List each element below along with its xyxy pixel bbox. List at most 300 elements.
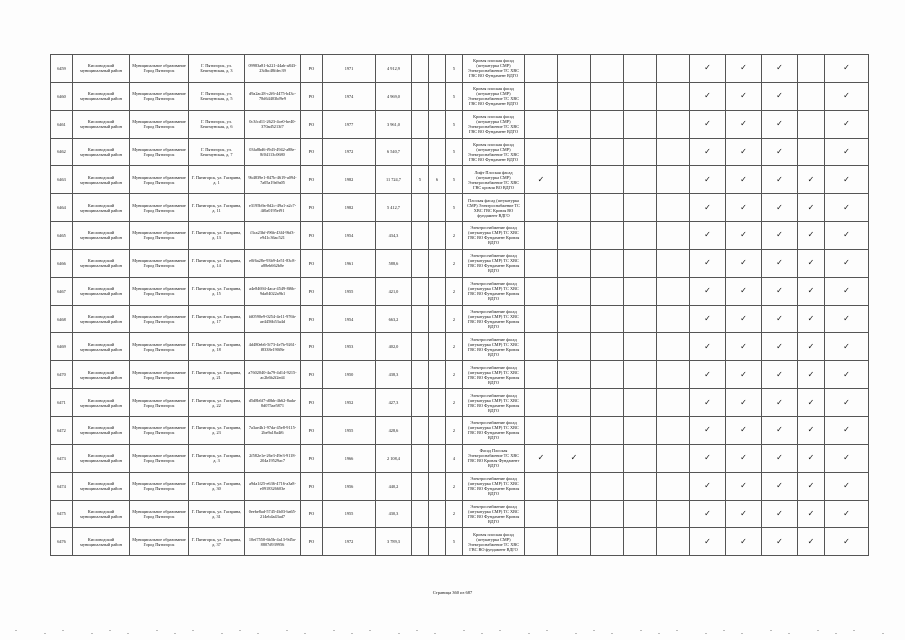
- check-cell: [690, 333, 726, 361]
- check-cell: [798, 249, 825, 277]
- floors-cell: 2: [446, 500, 463, 528]
- check-cell: [798, 528, 825, 556]
- municipality-cell: Муниципальное образование Город Пятигорск: [130, 305, 189, 333]
- row-number: 6465: [51, 222, 73, 250]
- table-row: [51, 528, 869, 556]
- checkmark-icon: ✓: [807, 508, 815, 518]
- floors-cell: 5: [446, 166, 463, 194]
- works-cell: Электроснабжение фасад (штукатурка СМР) ТС ХВС ГВС ВО Фундамент Кровля ВДГО: [463, 389, 525, 417]
- table-body: [51, 55, 869, 556]
- value-cell: [429, 389, 446, 417]
- scan-speck: [434, 633, 436, 634]
- check-cell: [624, 110, 657, 138]
- check-cell: [762, 138, 798, 166]
- district-cell: Кисловодский муниципальный район: [73, 305, 130, 333]
- checkmark-icon: ✓: [740, 536, 747, 546]
- area-cell: 2 108,4: [376, 444, 412, 472]
- check-cell: [558, 166, 591, 194]
- fias-code-cell: 0c3fcd11-2623-4ce0-be40-370ad5213f7: [245, 110, 301, 138]
- district-cell: Кисловодский муниципальный район: [73, 500, 130, 528]
- check-cell: [798, 472, 825, 500]
- check-cell: [762, 472, 798, 500]
- scan-speck: [156, 630, 158, 631]
- check-cell: [762, 249, 798, 277]
- checkmark-icon: ✓: [704, 63, 711, 73]
- check-cell: [525, 55, 558, 83]
- value-cell: [429, 305, 446, 333]
- value-cell: [412, 416, 429, 444]
- check-cell: [762, 444, 798, 472]
- check-cell: [825, 472, 869, 500]
- checkmark-icon: ✓: [704, 91, 711, 101]
- scan-speck: [127, 633, 129, 634]
- year-cell: 1954: [323, 305, 376, 333]
- check-cell: [798, 166, 825, 194]
- works-cell: Электроснабжение фасад (штукатурка СМР) ТС ХВС ГВС ВО Фундамент Кровля ВДГО: [463, 361, 525, 389]
- checkmark-icon: ✓: [843, 286, 850, 296]
- row-number: 6467: [51, 277, 73, 305]
- check-cell: [624, 305, 657, 333]
- check-cell: [825, 444, 869, 472]
- table-row: [51, 389, 869, 417]
- check-cell: [798, 333, 825, 361]
- check-cell: [525, 305, 558, 333]
- type-cell: РО: [301, 249, 323, 277]
- floors-cell: 5: [446, 82, 463, 110]
- checkmark-icon: ✓: [776, 536, 783, 546]
- checkmark-icon: ✓: [843, 397, 850, 407]
- floors-cell: 5: [446, 138, 463, 166]
- scan-speck: [882, 633, 884, 634]
- area-cell: 3 789,3: [376, 528, 412, 556]
- works-cell: Электроснабжение фасад (штукатурка СМР) ТС ХВС ГВС ВО Фундамент Кровля ВДГО: [463, 277, 525, 305]
- checkmark-icon: ✓: [740, 146, 747, 156]
- scan-speck: [239, 630, 241, 631]
- check-cell: [525, 361, 558, 389]
- checkmark-icon: ✓: [843, 146, 850, 156]
- type-cell: РО: [301, 194, 323, 222]
- checkmark-icon: ✓: [740, 314, 747, 324]
- check-cell: [624, 444, 657, 472]
- scan-speck: [15, 630, 17, 631]
- scan-speck: [676, 630, 678, 631]
- district-cell: Кисловодский муниципальный район: [73, 528, 130, 556]
- checkmark-icon: ✓: [776, 481, 783, 491]
- scan-speck: [91, 633, 93, 634]
- checkmark-icon: ✓: [570, 453, 578, 463]
- check-cell: [591, 277, 624, 305]
- year-cell: 1977: [323, 110, 376, 138]
- scan-speck: [351, 633, 353, 634]
- year-cell: 1982: [323, 194, 376, 222]
- check-cell: [798, 444, 825, 472]
- year-cell: 1966: [323, 444, 376, 472]
- checkmark-icon: ✓: [704, 425, 711, 435]
- checkmark-icon: ✓: [776, 146, 783, 156]
- area-cell: 6 540,7: [376, 138, 412, 166]
- check-cell: [624, 55, 657, 83]
- floors-cell: 2: [446, 361, 463, 389]
- row-number: 6464: [51, 194, 73, 222]
- type-cell: РО: [301, 389, 323, 417]
- check-cell: [726, 166, 762, 194]
- works-cell: Лифт Плоская фасад (штукатурка СМР) Электроснабжение ТС ХВС ГВС кровля ВО ВДГО: [463, 166, 525, 194]
- check-cell: [762, 389, 798, 417]
- table-row: [51, 472, 869, 500]
- row-number: 6462: [51, 138, 73, 166]
- checkmark-icon: ✓: [740, 369, 747, 379]
- table-row: [51, 82, 869, 110]
- checkmark-icon: ✓: [807, 174, 815, 184]
- check-cell: [525, 249, 558, 277]
- check-cell: [657, 222, 690, 250]
- works-cell: Кровля плоская фасад (штукатурка СМР) Электроснабжение ТС ХВС ГВС ВО Фундамент ВДГО: [463, 55, 525, 83]
- table-row: [51, 166, 869, 194]
- area-cell: 5 412,7: [376, 194, 412, 222]
- checkmark-icon: ✓: [704, 258, 711, 268]
- type-cell: РО: [301, 222, 323, 250]
- check-cell: [762, 333, 798, 361]
- checkmark-icon: ✓: [704, 536, 711, 546]
- checkmark-icon: ✓: [776, 119, 783, 129]
- municipality-cell: Муниципальное образование Город Пятигорск: [130, 416, 189, 444]
- table-row: [51, 416, 869, 444]
- district-cell: Кисловодский муниципальный район: [73, 110, 130, 138]
- fias-code-cell: a9da1f25-e636-4716-a3a8-e0918326603e: [245, 472, 301, 500]
- district-cell: Кисловодский муниципальный район: [73, 138, 130, 166]
- address-cell: Г. Пятигорск, ул. Гагарина, д. 21: [189, 361, 245, 389]
- check-cell: [726, 389, 762, 417]
- works-cell: Кровля плоская фасад (штукатурка СМР) Электроснабжение ТС ХВС ГВС ВО фундамент ВДГО: [463, 528, 525, 556]
- checkmark-icon: ✓: [843, 481, 850, 491]
- checkmark-icon: ✓: [704, 119, 711, 129]
- checkmark-icon: ✓: [704, 341, 711, 351]
- capital-repair-table: [50, 54, 869, 556]
- area-cell: 428,6: [376, 416, 412, 444]
- year-cell: 1955: [323, 500, 376, 528]
- value-cell: [412, 305, 429, 333]
- area-cell: 4 912,9: [376, 55, 412, 83]
- check-cell: [624, 194, 657, 222]
- district-cell: Кисловодский муниципальный район: [73, 55, 130, 83]
- works-cell: Плоская фасад (штукатурка СМР) Электроснабжение ТС ХВС ГВС Кровля ВО фундамент ВДГО: [463, 194, 525, 222]
- check-cell: [525, 333, 558, 361]
- checkmark-icon: ✓: [776, 286, 783, 296]
- check-cell: [825, 500, 869, 528]
- check-cell: [558, 472, 591, 500]
- area-cell: 430,3: [376, 500, 412, 528]
- check-cell: [690, 55, 726, 83]
- check-cell: [591, 389, 624, 417]
- value-cell: [429, 500, 446, 528]
- check-cell: [825, 110, 869, 138]
- checkmark-icon: ✓: [807, 481, 815, 491]
- type-cell: РО: [301, 305, 323, 333]
- area-cell: 402,0: [376, 333, 412, 361]
- check-cell: [690, 138, 726, 166]
- year-cell: 1954: [323, 222, 376, 250]
- checkmark-icon: ✓: [843, 63, 850, 73]
- check-cell: [624, 389, 657, 417]
- check-cell: [726, 82, 762, 110]
- floors-cell: 2: [446, 416, 463, 444]
- value-cell: [412, 194, 429, 222]
- value-cell: 6: [429, 166, 446, 194]
- scan-speck: [835, 633, 837, 634]
- year-cell: 1982: [323, 166, 376, 194]
- table-row: [51, 249, 869, 277]
- address-cell: Г. Пятигорск, ул. Гагарина, д. 30: [189, 472, 245, 500]
- municipality-cell: Муниципальное образование Город Пятигорск: [130, 194, 189, 222]
- address-cell: Г. Пятигорск, ул. Гагарина, д. 22: [189, 389, 245, 417]
- check-cell: [762, 194, 798, 222]
- address-cell: Г. Пятигорск, ул. Гагарина, д. 11: [189, 194, 245, 222]
- checkmark-icon: ✓: [704, 314, 711, 324]
- fias-code-cell: 4d480eb6-5f73-4e7b-9261-f8338e190f8e: [245, 333, 301, 361]
- check-cell: [825, 389, 869, 417]
- scan-speck: [593, 630, 595, 631]
- checkmark-icon: ✓: [843, 91, 850, 101]
- scan-speck: [853, 630, 855, 631]
- check-cell: [726, 110, 762, 138]
- scan-speck: [221, 633, 223, 634]
- district-cell: Кисловодский муниципальный район: [73, 361, 130, 389]
- checkmark-icon: ✓: [843, 425, 850, 435]
- works-cell: Кровля плоская фасад (штукатурка СМР) Электроснабжение ТС ХВС ГВС ВО Фундамент ВДГО: [463, 138, 525, 166]
- check-cell: [657, 277, 690, 305]
- check-cell: [690, 472, 726, 500]
- check-cell: [690, 82, 726, 110]
- fias-code-cell: 9b4839e1-847b-4619-a094-7a05a19a9a05: [245, 166, 301, 194]
- type-cell: РО: [301, 361, 323, 389]
- area-cell: 440,2: [376, 472, 412, 500]
- scan-speck: [257, 633, 259, 634]
- check-cell: [558, 249, 591, 277]
- check-cell: [825, 528, 869, 556]
- scan-speck: [109, 630, 111, 631]
- works-cell: Электроснабжение фасад (штукатурка СМР) ТС ХВС ГВС ВО Фундамент Кровля ВДГО: [463, 222, 525, 250]
- checkmark-icon: ✓: [704, 146, 711, 156]
- checkmark-icon: ✓: [807, 453, 815, 463]
- table-row: [51, 138, 869, 166]
- scan-speck: [546, 630, 548, 631]
- fias-code-cell: fd0590e9-0254-4e11-976b-ae4456b53a4d: [245, 305, 301, 333]
- table-row: [51, 361, 869, 389]
- year-cell: 1971: [323, 55, 376, 83]
- fias-code-cell: a7602040-4a79-4d14-9215-ac2b6b2f2ed4: [245, 361, 301, 389]
- check-cell: [558, 361, 591, 389]
- check-cell: [825, 305, 869, 333]
- check-cell: [690, 194, 726, 222]
- check-cell: [825, 194, 869, 222]
- check-cell: [591, 361, 624, 389]
- value-cell: [412, 55, 429, 83]
- check-cell: [657, 166, 690, 194]
- check-cell: [657, 110, 690, 138]
- value-cell: [429, 138, 446, 166]
- check-cell: [726, 277, 762, 305]
- municipality-cell: Муниципальное образование Город Пятигорск: [130, 249, 189, 277]
- table-row: [51, 194, 869, 222]
- municipality-cell: Муниципальное образование Город Пятигорск: [130, 277, 189, 305]
- checkmark-icon: ✓: [807, 536, 815, 546]
- checkmark-icon: ✓: [704, 397, 711, 407]
- fias-code-cell: 09983a81-b221-44ab-a843-23dbc48fdec39: [245, 55, 301, 83]
- check-cell: [762, 110, 798, 138]
- check-cell: [726, 194, 762, 222]
- checkmark-icon: ✓: [776, 508, 783, 518]
- year-cell: 1961: [323, 249, 376, 277]
- check-cell: [591, 82, 624, 110]
- check-cell: [690, 249, 726, 277]
- check-cell: [825, 361, 869, 389]
- checkmark-icon: ✓: [807, 202, 815, 212]
- scan-speck: [463, 630, 465, 631]
- check-cell: [726, 361, 762, 389]
- checkmark-icon: ✓: [776, 425, 783, 435]
- check-cell: [591, 194, 624, 222]
- row-number: 6469: [51, 333, 73, 361]
- check-cell: [558, 277, 591, 305]
- floors-cell: 5: [446, 194, 463, 222]
- check-cell: [525, 194, 558, 222]
- scan-speck: [44, 633, 46, 634]
- scan-speck: [499, 630, 501, 631]
- value-cell: [412, 82, 429, 110]
- check-cell: [825, 82, 869, 110]
- check-cell: [825, 138, 869, 166]
- address-cell: Г. Пятигорск, ул. Бештаунская, д. 7: [189, 138, 245, 166]
- district-cell: Кисловодский муниципальный район: [73, 82, 130, 110]
- check-cell: [558, 82, 591, 110]
- scan-speck: [705, 633, 707, 634]
- municipality-cell: Муниципальное образование Город Пятигорск: [130, 444, 189, 472]
- municipality-cell: Муниципальное образование Город Пятигорск: [130, 222, 189, 250]
- value-cell: [412, 361, 429, 389]
- checkmark-icon: ✓: [843, 202, 850, 212]
- row-number: 6461: [51, 110, 73, 138]
- year-cell: 1972: [323, 138, 376, 166]
- row-number: 6474: [51, 472, 73, 500]
- table-row: [51, 305, 869, 333]
- check-cell: [798, 82, 825, 110]
- check-cell: [798, 222, 825, 250]
- type-cell: РО: [301, 444, 323, 472]
- year-cell: 1952: [323, 389, 376, 417]
- row-number: 6459: [51, 55, 73, 83]
- checkmark-icon: ✓: [807, 425, 815, 435]
- checkmark-icon: ✓: [740, 453, 747, 463]
- check-cell: [726, 138, 762, 166]
- check-cell: [624, 222, 657, 250]
- check-cell: [690, 500, 726, 528]
- scan-speck: [611, 633, 613, 634]
- table-row: [51, 333, 869, 361]
- check-cell: [657, 305, 690, 333]
- check-cell: [762, 305, 798, 333]
- district-cell: Кисловодский муниципальный район: [73, 416, 130, 444]
- check-cell: [825, 55, 869, 83]
- value-cell: [412, 333, 429, 361]
- table-row: [51, 110, 869, 138]
- checkmark-icon: ✓: [843, 314, 850, 324]
- check-cell: [798, 138, 825, 166]
- checkmark-icon: ✓: [740, 91, 747, 101]
- checkmark-icon: ✓: [843, 508, 850, 518]
- value-cell: [429, 361, 446, 389]
- district-cell: Кисловодский муниципальный район: [73, 222, 130, 250]
- value-cell: [412, 444, 429, 472]
- checkmark-icon: ✓: [704, 230, 711, 240]
- address-cell: Г. Пятигорск, ул. Гагарина, д. 13: [189, 222, 245, 250]
- check-cell: [558, 500, 591, 528]
- checkmark-icon: ✓: [704, 481, 711, 491]
- municipality-cell: Муниципальное образование Город Пятигорск: [130, 361, 189, 389]
- check-cell: [726, 416, 762, 444]
- floors-cell: 5: [446, 528, 463, 556]
- check-cell: [624, 277, 657, 305]
- check-cell: [591, 110, 624, 138]
- scan-speck: [333, 630, 335, 631]
- address-cell: Г. Пятигорск, ул. Гагарина, д. 37: [189, 528, 245, 556]
- checkmark-icon: ✓: [776, 63, 783, 73]
- check-cell: [690, 305, 726, 333]
- fias-code-cell: e3195b9a-0d2c-49a1-a2c7-4f0a0195ef91: [245, 194, 301, 222]
- table-row: [51, 444, 869, 472]
- scan-speck: [788, 633, 790, 634]
- value-cell: [429, 472, 446, 500]
- checkmark-icon: ✓: [843, 341, 850, 351]
- check-cell: [525, 82, 558, 110]
- check-cell: [762, 222, 798, 250]
- row-number: 6470: [51, 361, 73, 389]
- works-cell: Кровля плоская фасад (штукатурка СМР) Электроснабжение ТС ХВС ГВС ВО Фундамент ВДГО: [463, 82, 525, 110]
- year-cell: 1972: [323, 528, 376, 556]
- scan-speck: [723, 630, 725, 631]
- fias-code-cell: e0f6a28e-93b9-4e51-83c8-a88eb662b0e: [245, 249, 301, 277]
- address-cell: Г. Пятигорск, ул. Гагарина, д. 14: [189, 249, 245, 277]
- scan-speck: [640, 630, 642, 631]
- checkmark-icon: ✓: [704, 369, 711, 379]
- checkmark-icon: ✓: [704, 286, 711, 296]
- fias-code-cell: d5d8b6f7-d0bb-4b62-8ada-8d075ae5871: [245, 389, 301, 417]
- checkmark-icon: ✓: [776, 91, 783, 101]
- check-cell: [591, 138, 624, 166]
- check-cell: [726, 55, 762, 83]
- row-number: 6472: [51, 416, 73, 444]
- check-cell: [558, 305, 591, 333]
- check-cell: [525, 416, 558, 444]
- row-number: 6471: [51, 389, 73, 417]
- type-cell: РО: [301, 138, 323, 166]
- works-cell: Электроснабжение фасад (штукатурка СМР) ТС ХВС ГВС ВО Фундамент Кровля ВДГО: [463, 249, 525, 277]
- check-cell: [525, 528, 558, 556]
- value-cell: [412, 277, 429, 305]
- district-cell: Кисловодский муниципальный район: [73, 389, 130, 417]
- check-cell: [690, 416, 726, 444]
- type-cell: РО: [301, 277, 323, 305]
- address-cell: Г. Пятигорск, ул. Гагарина, д. 3: [189, 444, 245, 472]
- checkmark-icon: ✓: [807, 286, 815, 296]
- area-cell: 427,3: [376, 389, 412, 417]
- fias-code-cell: 2f582e1e-26e3-49e3-9118-204a19529ac7: [245, 444, 301, 472]
- fias-code-cell: f3ca23bf-f96b-43f4-9bf3-e941c36ac521: [245, 222, 301, 250]
- check-cell: [726, 528, 762, 556]
- check-cell: [591, 472, 624, 500]
- check-cell: [657, 55, 690, 83]
- fias-code-cell: 7a3ae4b1-97da-45e8-9115-2be9a18a4f6: [245, 416, 301, 444]
- check-cell: [762, 500, 798, 528]
